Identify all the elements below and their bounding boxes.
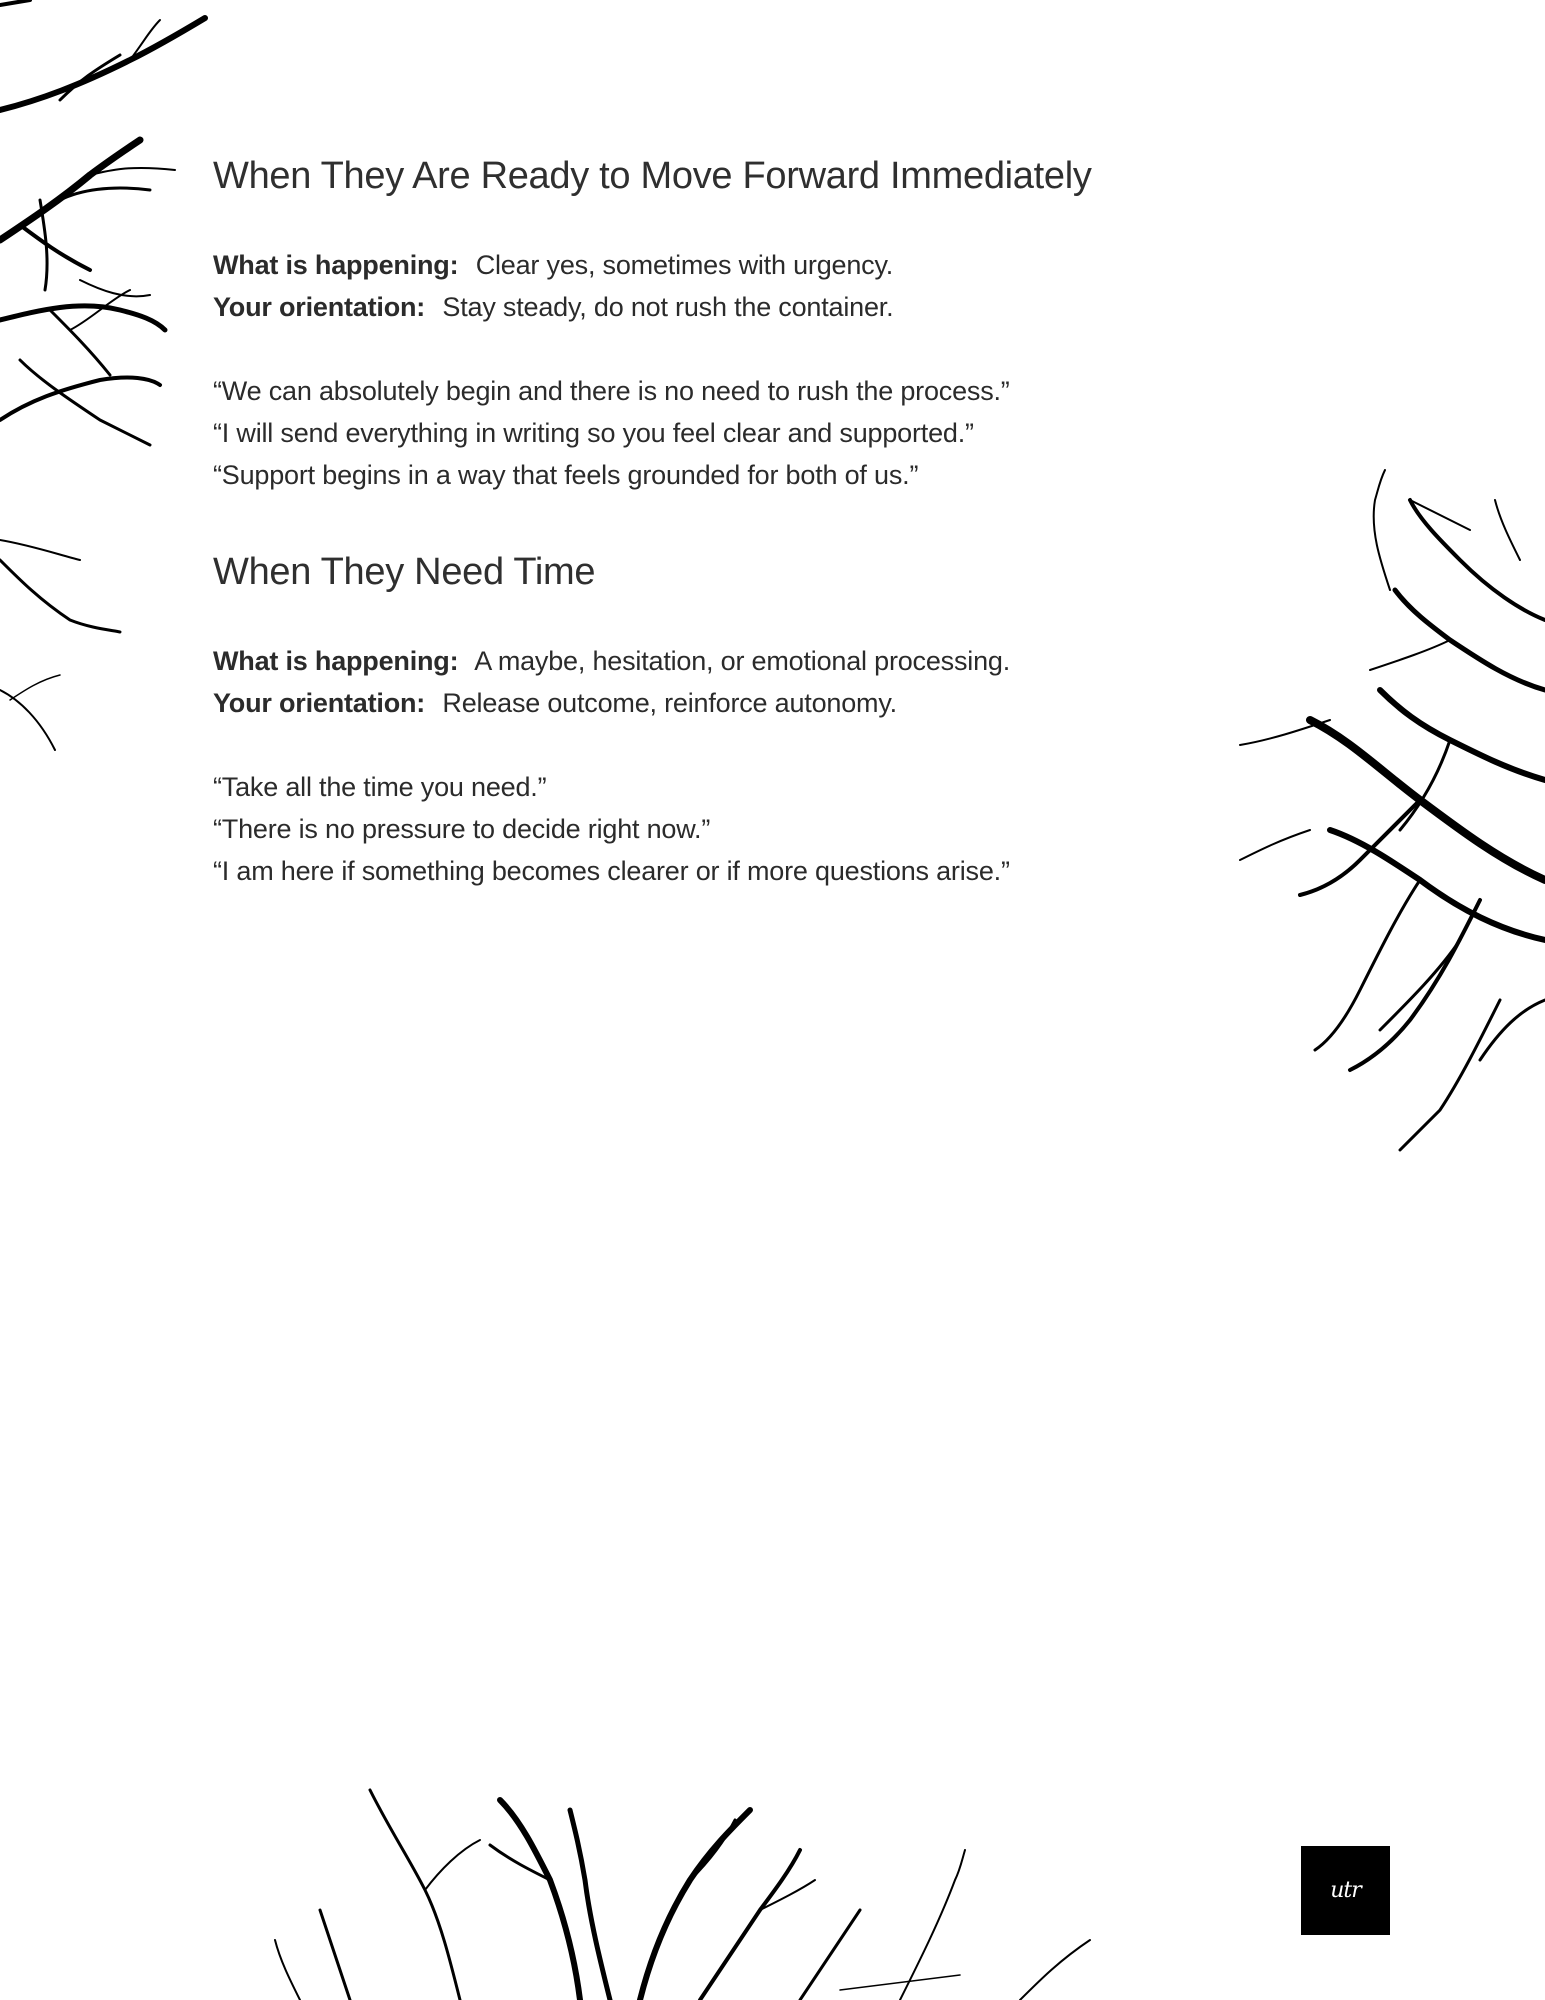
happening-label: What is happening: xyxy=(213,646,459,676)
section-meta xyxy=(213,244,1113,328)
section-ready-now xyxy=(213,150,1113,496)
section-title: When They Are Ready to Move Forward Immediately xyxy=(213,155,1092,197)
quote: “I am here if something becomes clearer or if more questions arise.” xyxy=(213,856,1010,886)
quote: “Take all the time you need.” xyxy=(213,772,547,802)
section-need-time xyxy=(213,546,1113,892)
orientation-label: Your orientation: xyxy=(213,688,426,718)
happening-label: What is happening: xyxy=(213,250,459,280)
top-left-branch xyxy=(0,0,205,750)
document-content xyxy=(213,150,1113,892)
orientation-text: Stay steady, do not rush the container. xyxy=(442,292,894,322)
happening-text: A maybe, hesitation, or emotional processing. xyxy=(474,646,1011,676)
logo-text: utr xyxy=(1330,1878,1361,1903)
happening-line xyxy=(213,640,1113,682)
brand-logo-icon xyxy=(1301,1846,1390,1935)
orientation-text: Release outcome, reinforce autonomy. xyxy=(442,688,897,718)
orientation-line xyxy=(213,286,1113,328)
quote-list xyxy=(213,766,1113,892)
right-branch xyxy=(1240,470,1545,1150)
bottom-branch xyxy=(275,1790,1090,2000)
section-meta xyxy=(213,640,1113,724)
orientation-label: Your orientation: xyxy=(213,292,426,322)
quote: “There is no pressure to decide right now.” xyxy=(213,814,711,844)
quote: “We can absolutely begin and there is no need to rush the process.” xyxy=(213,376,1010,406)
quote: “Support begins in a way that feels grounded for both of us.” xyxy=(213,460,919,490)
orientation-line xyxy=(213,682,1113,724)
quote: “I will send everything in writing so you feel clear and supported.” xyxy=(213,418,974,448)
happening-text: Clear yes, sometimes with urgency. xyxy=(475,250,894,280)
quote-list xyxy=(213,370,1113,496)
happening-line xyxy=(213,244,1113,286)
section-title: When They Need Time xyxy=(213,551,596,593)
